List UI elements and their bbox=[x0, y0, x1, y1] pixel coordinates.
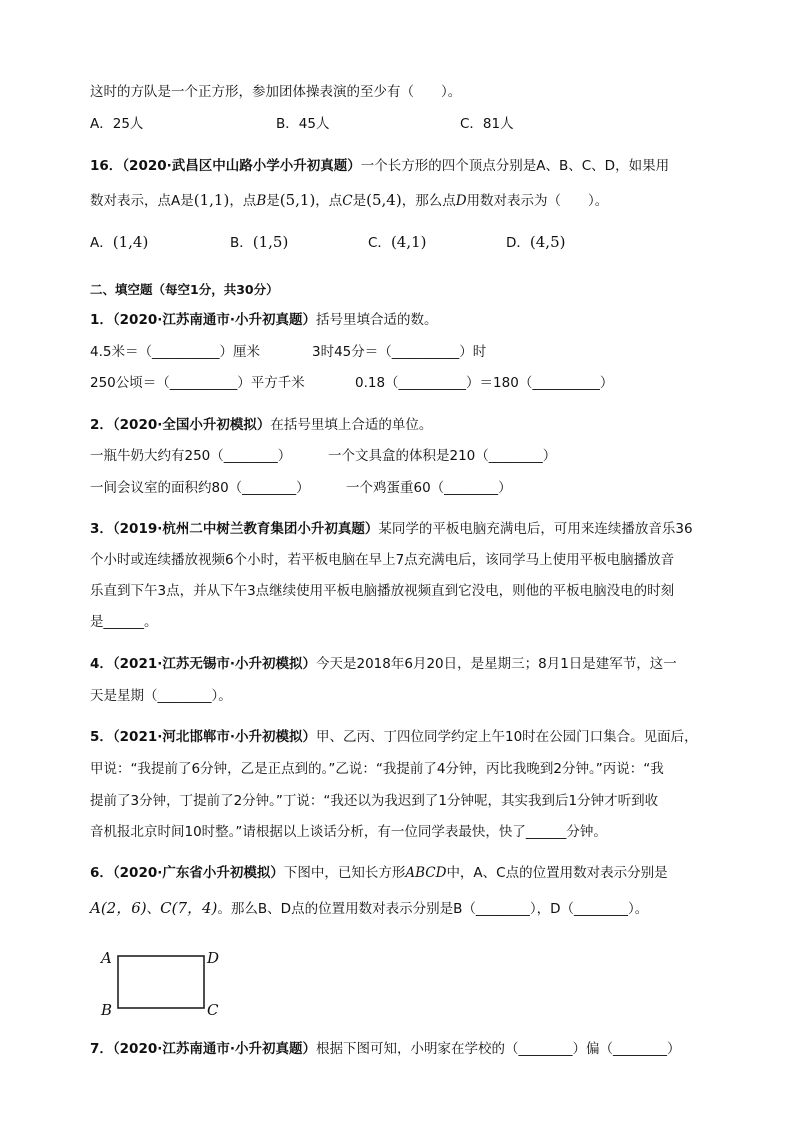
q16-coord-c: (5,4) bbox=[366, 191, 402, 209]
q4-text-1: 今天是2018年6月20日，是星期三；8月1日是建军节，这一 bbox=[316, 656, 677, 672]
q16-coord-b: (5,1) bbox=[279, 191, 316, 209]
q16-point-b: B bbox=[256, 193, 267, 209]
q2-number: 2． bbox=[90, 417, 113, 433]
q16-text-2f: ，那么点 bbox=[401, 193, 456, 209]
q15-stem-tail: 这时的方队是一个正方形，参加团体操表演的至少有（ ）。 bbox=[90, 84, 462, 100]
q6-rectangle-figure bbox=[96, 944, 236, 1024]
q6-number: 6． bbox=[90, 865, 113, 881]
q3-line-3: 乐直到下午3点，并从下午3点继续使用平板电脑播放视频直到它没电，则他的平板电脑没电的时刻 bbox=[90, 583, 675, 599]
q4-line-1 bbox=[90, 654, 677, 674]
q1-blank-3: 250公顷＝（__________）平方千米 bbox=[90, 375, 305, 391]
q2-blank-3: 一间会议室的面积约80（________） bbox=[90, 480, 310, 496]
q16-text-2c: 是 bbox=[266, 193, 280, 209]
q1-blank-1: 4.5米＝（__________）厘米 bbox=[90, 344, 260, 360]
q16-option-b-label: B． bbox=[230, 235, 253, 251]
vertex-b-label: B bbox=[101, 1001, 113, 1019]
q16-line-1 bbox=[90, 156, 669, 176]
q4-source: （2021·江苏无锡市·小升初模拟） bbox=[112, 656, 316, 672]
q5-text-1: 甲、乙丙、丁四位同学约定上午10时在公园门口集合。见面后， bbox=[316, 729, 698, 745]
q3-line-2: 个小时或连续播放视频6个小时，若平板电脑在早上7点充满电后，该同学马上使用平板电脑播放音 bbox=[90, 552, 675, 568]
q16-option-d bbox=[506, 232, 565, 253]
q16-text-2e: 是 bbox=[352, 193, 367, 209]
rectangle-abcd bbox=[118, 956, 204, 1008]
q6-rect-name: ABCD bbox=[405, 865, 447, 881]
q16-option-b bbox=[230, 232, 288, 253]
q5-line-2: 甲说：“我提前了6分钟，乙是正点到的。”乙说：“我提前了4分钟，丙比我晚到2分钟。”丙说：“我 bbox=[90, 761, 664, 777]
q5-line-3: 提前了3分钟，丁提前了2分钟。”丁说：“我还以为我迟到了1分钟呢，其实我到后1分钟才听到收 bbox=[90, 793, 659, 809]
q6-text-1b: 中，A、C点的位置用数对表示分别是 bbox=[446, 865, 668, 881]
q1-number: 1． bbox=[90, 312, 113, 328]
q3-line-1 bbox=[90, 519, 693, 539]
q3-line-4: 是______。 bbox=[90, 614, 158, 630]
q6-coord-c: C(7，4) bbox=[160, 899, 218, 917]
q2-stem: 在括号里填上合适的单位。 bbox=[270, 417, 433, 433]
q6-separator: 、 bbox=[146, 901, 161, 917]
vertex-a-label: A bbox=[101, 949, 112, 967]
q1-stem: 括号里填合适的数。 bbox=[316, 312, 438, 328]
q2-source: （2020·全国小升初模拟） bbox=[112, 417, 271, 433]
q5-source: （2021·河北邯郸市·小升初模拟） bbox=[112, 729, 316, 745]
q16-option-c bbox=[368, 232, 427, 253]
q16-number: 16． bbox=[90, 158, 123, 174]
vertex-c-label: C bbox=[207, 1001, 219, 1019]
q16-point-d: D bbox=[455, 193, 467, 209]
q3-source: （2019·杭州二中树兰教育集团小升初真题） bbox=[112, 521, 379, 537]
q16-text-2g: 用数对表示为（ ）。 bbox=[466, 193, 609, 209]
q6-text-1a: 下图中，已知长方形 bbox=[283, 865, 406, 881]
q16-text-1: 一个长方形的四个顶点分别是A、B、C、D，如果用 bbox=[360, 158, 670, 174]
q7-source: （2020·江苏南通市·小升初真题） bbox=[112, 1041, 316, 1057]
q15-option-a: A．25人 bbox=[90, 116, 144, 132]
q1-source: （2020·江苏南通市·小升初真题） bbox=[112, 312, 316, 328]
q1-blank-4: 0.18（__________）＝180（__________） bbox=[355, 375, 614, 391]
q16-coord-a: (1,1) bbox=[193, 191, 230, 209]
q16-text-2b: ，点 bbox=[229, 193, 257, 209]
q2-blank-2: 一个文具盒的体积是210（________） bbox=[328, 448, 557, 464]
q2-line-1 bbox=[90, 415, 432, 435]
q16-option-a bbox=[90, 232, 148, 253]
q6-line-2 bbox=[90, 898, 648, 919]
q16-option-b-value: (1,5) bbox=[252, 233, 289, 251]
q16-source: （2020·武昌区中山路小学小升初真题） bbox=[122, 158, 361, 174]
q15-option-c: C．81人 bbox=[460, 116, 514, 132]
q7-number: 7． bbox=[90, 1041, 113, 1057]
q4-number: 4． bbox=[90, 656, 113, 672]
vertex-d-label: D bbox=[207, 949, 220, 967]
q4-line-2: 天是星期（________）。 bbox=[90, 688, 232, 704]
q16-point-c: C bbox=[342, 193, 353, 209]
q16-text-2d: ，点 bbox=[315, 193, 343, 209]
q3-text-1: 某同学的平板电脑充满电后，可用来连续播放音乐36 bbox=[378, 521, 693, 537]
section-2-title: 二、填空题（每空1分，共30分） bbox=[90, 282, 279, 297]
q5-line-1 bbox=[90, 727, 698, 747]
q16-line-2 bbox=[90, 190, 608, 211]
q16-option-c-value: (4,1) bbox=[390, 233, 427, 251]
q16-option-d-value: (4,5) bbox=[529, 233, 566, 251]
q6-line-1 bbox=[90, 863, 668, 883]
q16-option-c-label: C． bbox=[368, 235, 391, 251]
q6-coord-a: A(2，6) bbox=[90, 899, 147, 917]
q5-line-4: 音机报北京时间10时整。”请根据以上谈话分析，有一位同学表最快，快了______分钟。 bbox=[90, 824, 607, 840]
q6-source: （2020·广东省小升初模拟） bbox=[112, 865, 284, 881]
q16-text-2a: 数对表示，点A是 bbox=[90, 193, 194, 209]
q7-text-1: 根据下图可知，小明家在学校的（________）偏（________） bbox=[316, 1041, 681, 1057]
q2-blank-4: 一个鸡蛋重60（________） bbox=[346, 480, 512, 496]
q1-line-1 bbox=[90, 310, 438, 330]
q1-blank-2: 3时45分＝（__________）时 bbox=[312, 344, 487, 360]
q7-line-1 bbox=[90, 1039, 681, 1059]
q2-blank-1: 一瓶牛奶大约有250（________） bbox=[90, 448, 292, 464]
q16-option-a-value: (1,4) bbox=[112, 233, 149, 251]
q15-option-b: B．45人 bbox=[276, 116, 330, 132]
q6-text-2: 。那么B、D点的位置用数对表示分别是B（________），D（________）。 bbox=[217, 901, 649, 917]
q5-number: 5． bbox=[90, 729, 113, 745]
q16-option-a-label: A． bbox=[90, 235, 113, 251]
q3-number: 3． bbox=[90, 521, 113, 537]
q16-option-d-label: D． bbox=[506, 235, 530, 251]
